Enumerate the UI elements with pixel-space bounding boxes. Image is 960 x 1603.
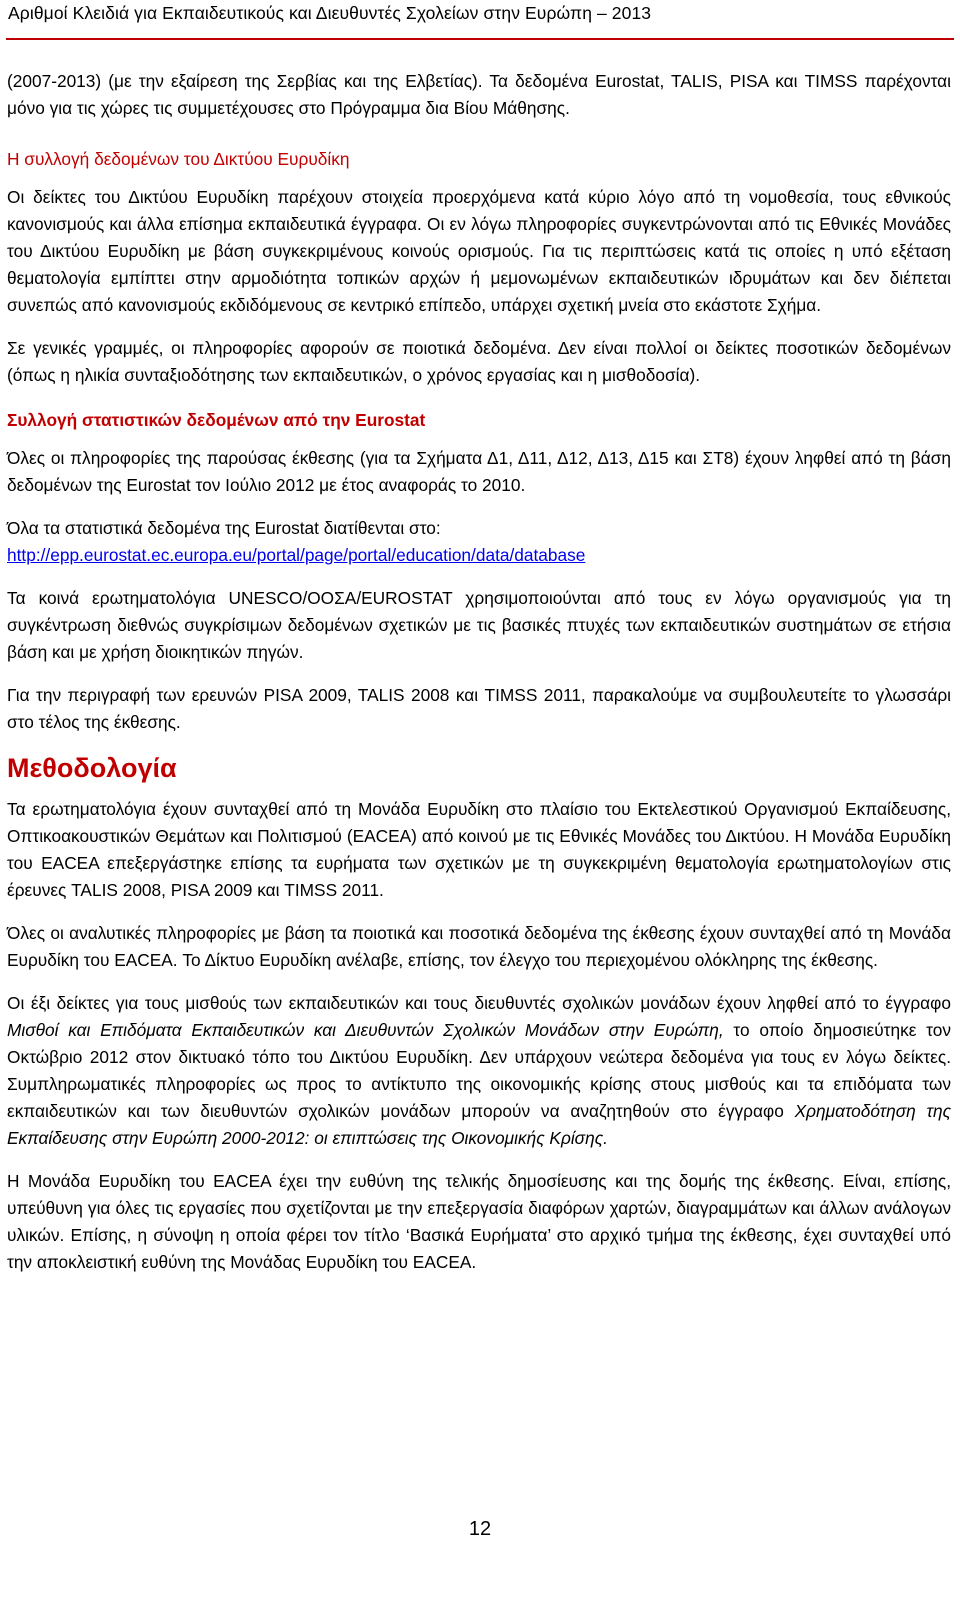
funding-document-title: Χρηματοδότηση της Εκπαίδευσης στην Ευρώπη 2000-2012: οι επιπτώσεις της Οικονομικής Κρίσης. [7,1101,951,1148]
methodology-paragraph-4: Η Μονάδα Ευρυδίκη του EACEA έχει την ευθύνη της τελικής δημοσίευσης και της δομής της έκθεσης. Είναι, επίσης, υπεύθυνη για όλες τις εργασίες που σχετίζονται με την επεξεργασία διαφόρων χαρτών, διαγραμμάτων και άλλων ανάλογων υλικών. Επίσης, η σύνοψη η οποία φέρει τον τίτλο ‘Βασικά Ευρήματα’ στο αρχικό τμήμα της έκθεσης, έχει συνταχθεί υπό την αποκλειστική ευθύνη της Μονάδας Ευρυδίκη του EACEA. [7,1171,951,1272]
intro-paragraph: (2007-2013) (με την εξαίρεση της Σερβίας και της Ελβετίας). Τα δεδομένα Eurostat, TALIS, PISA και TIMSS παρέχονται μόνο για τις χώρες τις συμμετέχουσες στο Πρόγραμμα δια Βίου Μάθησης. [7,71,951,118]
eurostat-paragraph-2-text: Όλα τα στατιστικά δεδομένα της Eurostat διατίθενται στο: [7,518,441,538]
methodology-paragraph-3 [7,990,951,1152]
eurostat-database-link[interactable]: http://epp.eurostat.ec.europa.eu/portal/page/portal/education/data/database [7,545,586,565]
page-content [7,68,951,1276]
eurydice-heading: Η συλλογή δεδομένων του Δικτύου Ευρυδίκη [7,149,350,169]
eurostat-heading: Συλλογή στατιστικών δεδομένων από την Eurostat [7,410,426,430]
salaries-document-title: Μισθοί και Επιδόματα Εκπαιδευτικών και Διευθυντών Σχολικών Μονάδων στην Ευρώπη, [7,1020,724,1040]
eurydice-paragraph-2: Σε γενικές γραμμές, οι πληροφορίες αφορούν σε ποιοτικά δεδομένα. Δεν είναι πολλοί οι δείκτες ποσοτικών δεδομένων (όπως η ηλικία συνταξιοδότησης των εκπαιδευτικών, ο χρόνος εργασίας και η μισθοδοσία). [7,338,951,385]
header-divider [6,38,954,40]
methodology-paragraph-1: Τα ερωτηματολόγια έχουν συνταχθεί από τη Μονάδα Ευρυδίκη στο πλαίσιο του Εκτελεστικού Οργανισμού Εκπαίδευσης, Οπτικοακουστικών Θεμάτων και Πολιτισμού (EACEA) από κοινού με τις Εθνικές Μονάδες του Δικτύου. Η Μονάδα Ευρυδίκη του EACEA επεξεργάστηκε επίσης τα ευρήματα των σχετικών με τη συγκεκριμένη θεματολογία ερωτηματολογίων στις έρευνες TALIS 2008, PISA 2009 και TIMSS 2011. [7,799,951,900]
eurostat-paragraph-3: Τα κοινά ερωτηματολόγια UNESCO/ΟΟΣΑ/EUROSTAT χρησιμοποιούνται από τους εν λόγω οργανισμούς για τη συγκέντρωση διεθνώς συγκρίσιμων δεδομένων σχετικών με τις βασικές πτυχές των εκπαιδευτικών συστημάτων σε ετήσια βάση και με χρήση διοικητικών πηγών. [7,588,951,662]
eurydice-paragraph-1: Οι δείκτες του Δικτύου Ευρυδίκη παρέχουν στοιχεία προερχόμενα κατά κύριο λόγο από τη νομοθεσία, τους εθνικούς κανονισμούς και άλλα επίσημα εκπαιδευτικά έγγραφα. Οι εν λόγω πληροφορίες συγκεντρώνονται από τις Εθνικές Μονάδες του Δικτύου Ευρυδίκη με βάση συγκεκριμένους κοινούς ορισμούς. Για τις περιπτώσεις κατά τις οποίες η υπό εξέταση θεματολογία εμπίπτει στην αρμοδιότητα τοπικών αρχών ή μεμονωμένων εκπαιδευτικών ιδρυμάτων και δεν διέπεται συνεπώς από κανονισμούς εκδιδόμενους σε κεντρικό επίπεδο, υπάρχει σχετική μνεία στο εκάστοτε Σχήμα. [7,187,951,315]
running-header-title: Αριθμοί Κλειδιά για Εκπαιδευτικούς και Διευθυντές Σχολείων στην Ευρώπη – 2013 [8,2,652,23]
methodology-p3-part-a: Οι έξι δείκτες για τους μισθούς των εκπαιδευτικών και τους διευθυντές σχολικών μονάδων έχουν ληφθεί από το έγγραφο [7,993,951,1013]
eurostat-paragraph-1: Όλες οι πληροφορίες της παρούσας έκθεσης (για τα Σχήματα Δ1, Δ11, Δ12, Δ13, Δ15 και ΣΤ8) έχουν ληφθεί από τη βάση δεδομένων της Eurostat τον Ιούλιο 2012 με έτος αναφοράς το 2010. [7,448,951,495]
eurostat-paragraph-2 [7,515,951,569]
methodology-p3-part-c: το οποίο δημοσιεύτηκε τον Οκτώβριο 2012 στον δικτυακό τόπο του Δικτύου Ευρυδίκη. Δεν υπάρχουν νεώτερα δεδομένα για τους εν λόγω δείκτες. Συμπληρωματικές πληροφορίες ως προς το αντίκτυπο της οικονομικής κρίσης στους μισθούς και τα επιδόματα των εκπαιδευτικών και των διευθυντών σχολικών μονάδων μπορούν να αναζητηθούν στο έγγραφο [7,1020,951,1121]
methodology-paragraph-2: Όλες οι αναλυτικές πληροφορίες με βάση τα ποιοτικά και ποσοτικά δεδομένα της έκθεσης έχουν συνταχθεί από τη Μονάδα Ευρυδίκη του EACEA. Το Δίκτυο Ευρυδίκη ανέλαβε, επίσης, τον έλεγχο του περιεχομένου ολόκληρης της έκθεσης. [7,923,951,970]
methodology-title: Μεθοδολογία [7,753,177,783]
eurostat-paragraph-4: Για την περιγραφή των ερευνών PISA 2009, TALIS 2008 και TIMSS 2011, παρακαλούμε να συμβουλευτείτε το γλωσσάρι στο τέλος της έκθεσης. [7,685,951,732]
page-number: 12 [468,1518,492,1540]
running-header [8,0,952,26]
